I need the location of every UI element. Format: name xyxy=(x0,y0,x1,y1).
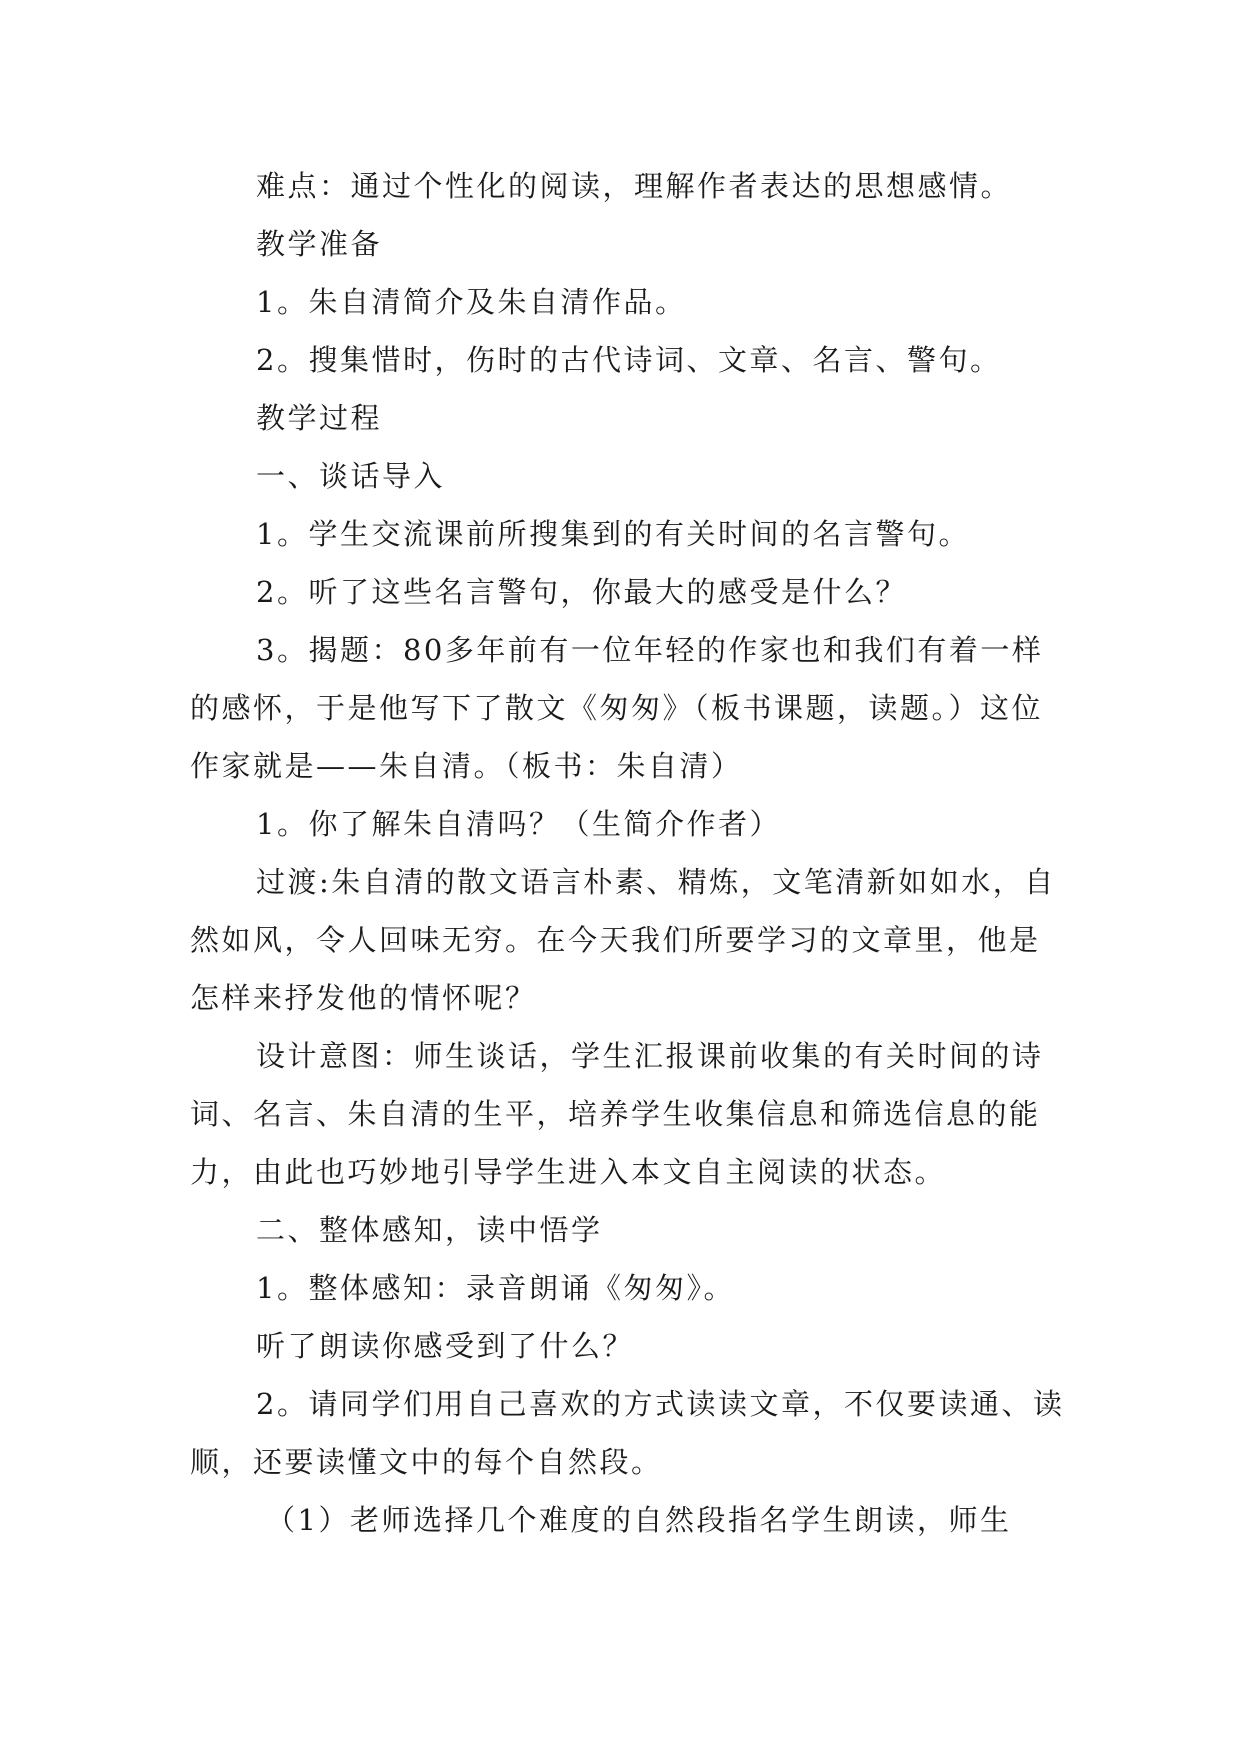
paragraph-step-3: 3。揭题：80多年前有一位年轻的作家也和我们有着一样的感怀，于是他写下了散文《匆匆》（板书课题，读题。）这位作家就是——朱自清。（板书：朱自清） xyxy=(190,633,1044,783)
paragraph-overall-1: 1。整体感知：录音朗诵《匆匆》。 xyxy=(256,1271,735,1305)
paragraph-step-2: 2。听了这些名言警句，你最大的感受是什么？ xyxy=(256,575,907,609)
paragraph-difficulty: 难点：通过个性化的阅读，理解作者表达的思想感情。 xyxy=(256,169,1013,203)
paragraph-prep-1: 1。朱自清简介及朱自清作品。 xyxy=(256,285,687,319)
paragraph-subitem-1: （1）老师选择几个难度的自然段指名学生朗读，师生 xyxy=(266,1503,1012,1537)
document-body xyxy=(190,157,1070,1549)
paragraph-step-4: 1。你了解朱自清吗？（生简介作者） xyxy=(256,807,781,841)
heading-teaching-process: 教学过程 xyxy=(256,401,383,435)
paragraph-design-intent: 设计意图：师生谈话，学生汇报课前收集的有关时间的诗词、名言、朱自清的生平，培养学生收集信息和筛选信息的能力，由此也巧妙地引导学生进入本文自主阅读的状态。 xyxy=(190,1039,1044,1189)
paragraph-question: 听了朗读你感受到了什么？ xyxy=(256,1329,635,1363)
paragraph-transition: 过渡:朱自清的散文语言朴素、精炼，文笔清新如如水，自然如风，令人回味无穷。在今天我们所要学习的文章里，他是怎样来抒发他的情怀呢？ xyxy=(190,865,1056,1015)
heading-teaching-preparation: 教学准备 xyxy=(256,227,383,261)
heading-section-two: 二、整体感知，读中悟学 xyxy=(256,1213,603,1247)
paragraph-overall-2: 2。请同学们用自己喜欢的方式读读文章，不仅要读通、读顺，还要读懂文中的每个自然段。 xyxy=(190,1387,1065,1479)
paragraph-step-1: 1。学生交流课前所搜集到的有关时间的名言警句。 xyxy=(256,517,970,551)
heading-section-one: 一、谈话导入 xyxy=(256,459,446,493)
paragraph-prep-2: 2。搜集惜时，伤时的古代诗词、文章、名言、警句。 xyxy=(256,343,1002,377)
